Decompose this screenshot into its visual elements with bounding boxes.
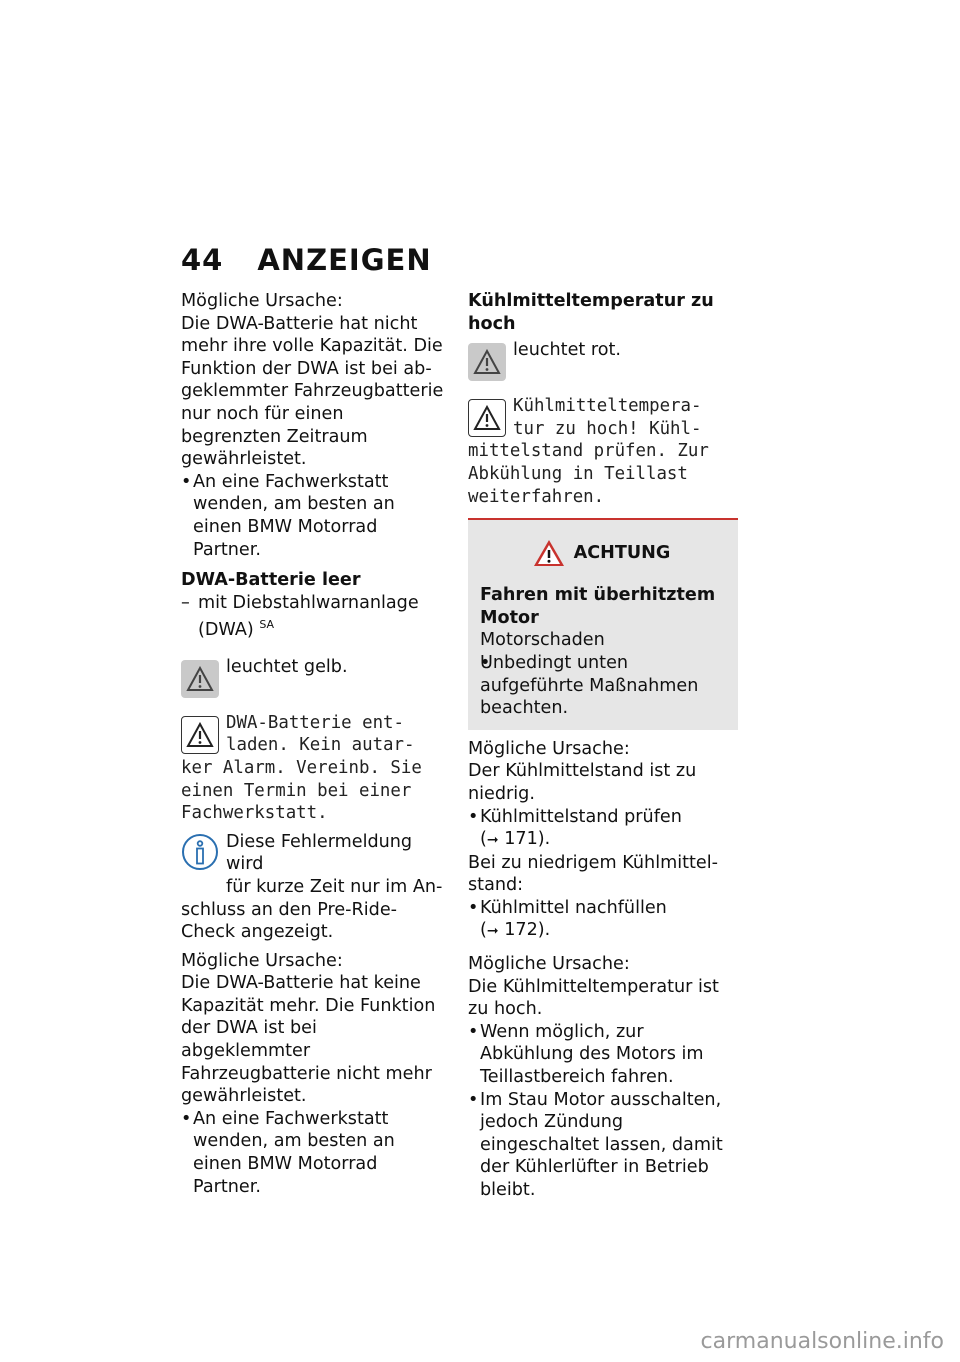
message-line: mittelstand prüfen. Zur — [468, 441, 709, 462]
page-number: 44 — [181, 243, 224, 277]
cause-label: Mögliche Ursache: — [468, 738, 630, 759]
bullet-text: Kühlmittel nachfüllen — [480, 897, 667, 918]
message-line: einen Termin bei einer — [181, 780, 412, 801]
message-line: Fachwerkstatt. — [181, 803, 328, 824]
message-line: Kühlmitteltempera- — [513, 396, 702, 417]
message-line: DWA-Batterie ent- — [226, 712, 404, 733]
bullet-item — [468, 897, 738, 943]
reference-arrow-icon: ➞ — [486, 832, 499, 849]
cause-label: Mögliche Ursache: — [468, 954, 630, 975]
info-line: Diese Fehlermeldung wird — [226, 831, 413, 875]
display-message — [468, 395, 738, 508]
display-message — [181, 712, 449, 825]
bullet-item — [468, 806, 738, 852]
bullet-item: • Im Stau Motor ausschalten, jedoch Zündung eingeschaltet lassen, damit der Kühlerlüfter in Betrieb bleibt. — [468, 1089, 738, 1202]
cause-text: Der Kühlmittelstand ist zu niedrig. — [468, 761, 697, 804]
info-text: schluss an den Pre-Ride-Check angezeigt. — [181, 899, 397, 943]
dash-item-text: mit Diebstahlwarnanlage (DWA) — [198, 592, 419, 641]
red-lamp-row — [468, 339, 738, 387]
message-line: laden. Kein autar- — [226, 735, 415, 756]
info-note — [181, 831, 449, 944]
caution-subheading: Motorschaden — [480, 630, 605, 651]
message-line: tur zu hoch! Kühl- — [513, 418, 702, 439]
caution-title: ACHTUNG — [573, 542, 671, 563]
reference-arrow-icon: ➞ — [486, 923, 499, 940]
cause-text: Die DWA-Batterie hat keine Kapazität mehr. Die Funktion der DWA ist bei abgeklemmter Fahrzeugbatterie nicht mehr gewährleistet. — [181, 973, 436, 1107]
message-line: ker Alarm. Vereinb. Sie — [181, 757, 422, 778]
bullet-item: • An eine Fachwerkstatt wenden, am besten an einen BMW Motorrad Partner. — [181, 471, 449, 561]
caution-box — [468, 518, 738, 730]
message-line: Abkühlung in Teillast — [468, 463, 688, 484]
section-heading-temperature: Kühlmitteltemperatur zu hoch — [468, 291, 714, 334]
warning-triangle-icon — [181, 716, 219, 754]
caution-bullet: • Unbedingt unten aufgeführte Maßnahmen beachten. — [468, 652, 734, 720]
info-icon — [181, 833, 219, 878]
cause-label: Mögliche Ursache: — [181, 950, 343, 971]
right-column — [468, 290, 738, 1202]
warning-lamp-icon — [468, 343, 506, 381]
yellow-lamp-row — [181, 656, 449, 704]
cause-text: Die Kühlmitteltemperatur ist zu hoch. — [468, 976, 719, 1020]
section-heading-dwa: DWA-Batterie leer — [181, 570, 361, 591]
message-line: weiterfahren. — [468, 486, 605, 507]
bullet-item: • An eine Fachwerkstatt wenden, am besten an einen BMW Motorrad Partner. — [181, 1108, 449, 1198]
bullet-item: • Wenn möglich, zur Abkühlung des Motors im Teillastbereich fahren. — [468, 1021, 738, 1089]
caution-header — [468, 538, 734, 568]
watermark: carmanualsonline.info — [700, 1329, 944, 1354]
info-line: für kurze Zeit nur im An- — [226, 876, 443, 897]
condition-label: Bei zu niedrigem Kühlmittelstand: — [468, 852, 718, 896]
warning-lamp-icon — [181, 660, 219, 698]
page-title: ANZEIGEN — [257, 243, 432, 277]
caution-triangle-icon — [532, 538, 566, 568]
page-header — [181, 243, 432, 277]
bullet-text: Kühlmittelstand prüfen — [480, 806, 682, 827]
page-reference[interactable]: (➞ 171). — [480, 829, 551, 850]
lamp-text: leuchtet gelb. — [226, 656, 348, 677]
page-reference[interactable]: (➞ 172). — [480, 920, 551, 941]
warning-triangle-icon — [468, 399, 506, 437]
caution-heading: Fahren mit überhitztem Motor — [480, 585, 716, 628]
cause-text: Die DWA-Batterie hat nicht mehr ihre volle Kapazität. Die Funktion der DWA ist bei abgeklemmter Fahrzeugbatterie nur noch für einen begrenzten Zeitraum gewährleistet. — [181, 313, 444, 470]
lamp-text: leuchtet rot. — [513, 340, 622, 361]
sa-superscript: SA — [259, 618, 275, 632]
dash-item — [181, 592, 449, 642]
left-column — [181, 290, 449, 1198]
cause-label: Mögliche Ursache: — [181, 291, 343, 311]
